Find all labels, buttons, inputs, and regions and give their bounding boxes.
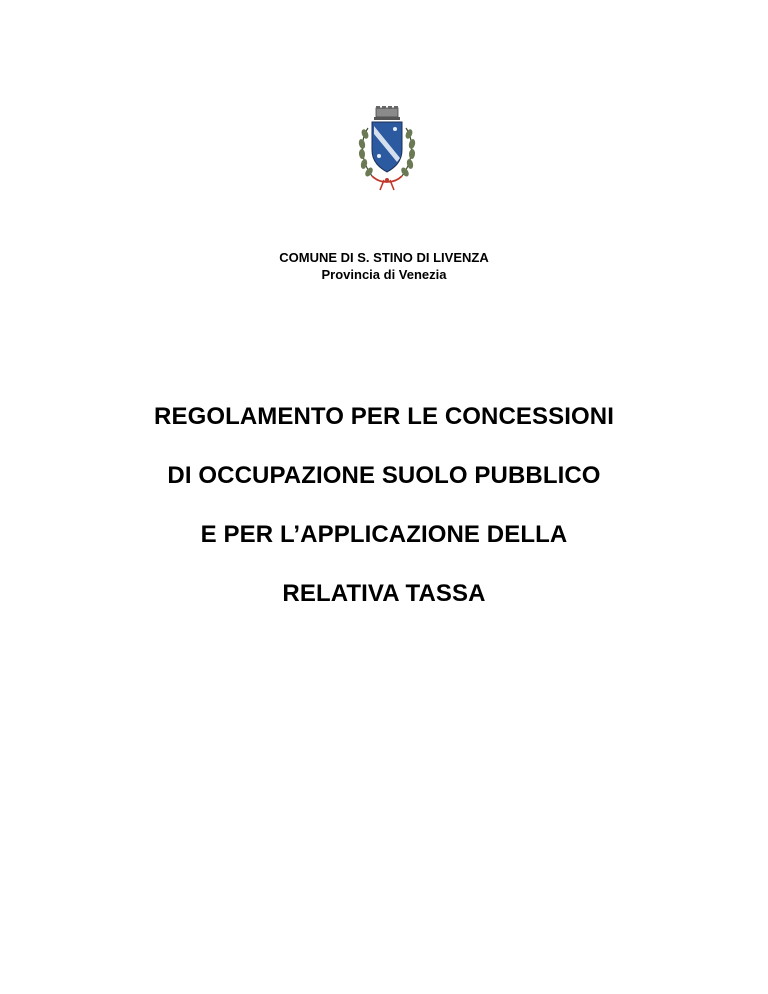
municipality-name: COMUNE DI S. STINO DI LIVENZA [279, 250, 489, 265]
title-line-1: REGOLAMENTO PER LE CONCESSIONI [154, 403, 614, 430]
province-name: Provincia di Venezia [321, 267, 447, 282]
title-line-4: RELATIVA TASSA [282, 580, 486, 607]
title-line-2: DI OCCUPAZIONE SUOLO PUBBLICO [167, 462, 601, 489]
ribbon-icon [372, 176, 402, 190]
title-line-3: E PER L’APPLICAZIONE DELLA [200, 521, 568, 548]
shield-icon [372, 122, 402, 172]
municipality-header [0, 249, 768, 283]
crown-icon [374, 106, 400, 120]
coat-of-arms-icon [354, 106, 420, 196]
document-title [0, 403, 768, 639]
